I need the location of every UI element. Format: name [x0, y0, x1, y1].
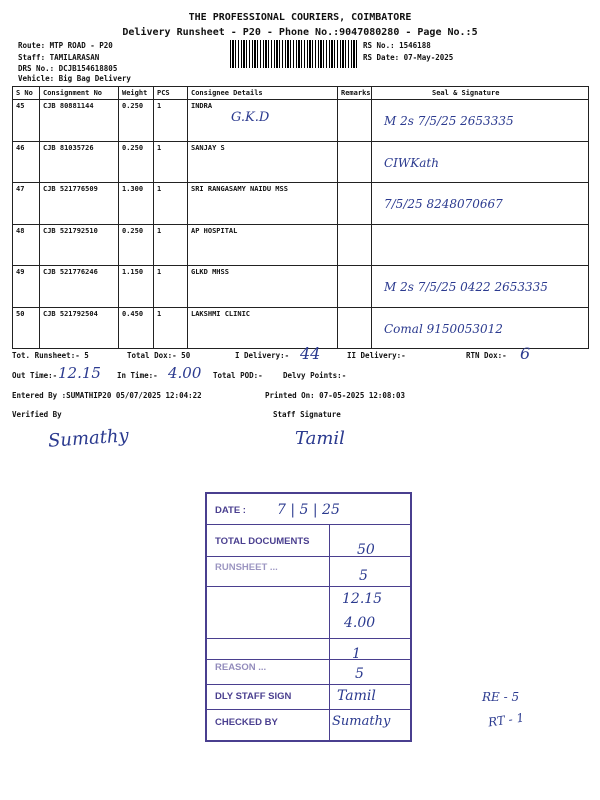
table-row [13, 307, 589, 349]
consignee-name: GLKD MHSS [191, 268, 229, 276]
rs-date-text: RS Date: 07-May-2025 [363, 53, 454, 62]
cell-remarks [338, 100, 372, 142]
table-row [13, 224, 589, 266]
cell-seal: M 2s 7/5/25 0422 2653335 [372, 266, 589, 308]
consignee-name: INDRA [191, 102, 213, 110]
stamp-checked-by-label: CHECKED BY [215, 717, 278, 728]
barcode [230, 40, 358, 68]
cell-consignment: CJB 521776246 [40, 266, 119, 308]
cell-sno: 46 [13, 141, 40, 183]
i-delivery-label: I Delivery:- [235, 351, 290, 360]
cell-sno: 45 [13, 100, 40, 142]
rs-no-text: RS No.: 1546188 [363, 41, 431, 50]
i-delivery-value: 44 [300, 344, 321, 363]
margin-note-rt: RT - 1 [487, 710, 525, 730]
stamp-dly-staff-value: Tamil [337, 688, 376, 704]
col-weight: Weight [119, 87, 154, 100]
cell-consignment: CJB 521792504 [40, 307, 119, 349]
cell-consignment: CJB 521792510 [40, 224, 119, 266]
consignee-name: AP HOSPITAL [191, 226, 238, 235]
stamp-row-divider [207, 524, 410, 525]
stamp-reason-label: REASON ... [215, 662, 267, 673]
table-row [13, 141, 589, 183]
total-dox: Total Dox:- 50 [127, 351, 191, 360]
consignee-name: SRI RANGASAMY NAIDU MSS [191, 185, 288, 193]
cell-sno: 47 [13, 183, 40, 225]
cell-consignee [188, 307, 338, 349]
out-time-value: 12.15 [58, 364, 101, 382]
stamp-row-divider [207, 709, 410, 710]
cell-weight: 0.250 [119, 141, 154, 183]
cell-consignment: CJB 521776509 [40, 183, 119, 225]
cell-pcs: 1 [154, 100, 188, 142]
in-time-label: In Time:- [117, 371, 158, 380]
cell-pcs: 1 [154, 183, 188, 225]
tot-runsheet: Tot. Runsheet:- 5 [12, 351, 89, 360]
drs-text: DRS No.: DCJB154618805 [18, 64, 118, 73]
col-seal: Seal & Signature [372, 87, 589, 100]
vehicle-text: Vehicle: Big Bag Delivery [18, 74, 131, 83]
stamp-time-out-value: 12.15 [342, 591, 383, 607]
col-consignment: Consignment No [40, 87, 119, 100]
cell-consignee [188, 224, 338, 266]
route-text: Route: MTP ROAD - P20 [18, 41, 113, 50]
col-sno: S No [13, 87, 40, 100]
col-consignee: Consignee Details [188, 87, 338, 100]
table-row [13, 100, 589, 142]
stamp-row-divider [207, 586, 410, 587]
rtn-dox-label: RTN Dox:- [466, 351, 507, 360]
cell-consignee [188, 183, 338, 225]
stamp-blank-value: 1 [352, 646, 361, 662]
stamp-dly-staff-label: DLY STAFF SIGN [215, 691, 292, 702]
stamp-date-label: DATE : [215, 505, 246, 516]
table-row [13, 266, 589, 308]
cell-pcs: 1 [154, 307, 188, 349]
stamp-total-documents-value: 50 [357, 542, 375, 558]
table-row [13, 183, 589, 225]
cell-remarks [338, 141, 372, 183]
cell-consignee [188, 141, 338, 183]
stamp-row-divider [207, 659, 410, 660]
runsheet-subtitle: Delivery Runsheet - P20 - Phone No.:9047080280 - Page No.:5 [122, 27, 478, 38]
printed-on: Printed On: 07-05-2025 12:08:03 [265, 391, 405, 400]
cell-pcs: 1 [154, 224, 188, 266]
cell-seal [372, 224, 589, 266]
staff-signature: Tamil [295, 428, 345, 449]
cell-seal: M 2s 7/5/25 2653335 [372, 100, 589, 142]
cell-consignment: CJB 81035726 [40, 141, 119, 183]
ii-delivery-label: II Delivery:- [347, 351, 406, 360]
entered-by: Entered By :SUMATHIP20 05/07/2025 12:04:22 [12, 391, 202, 400]
handwritten-note: G.K.D [231, 110, 270, 125]
stamp-total-documents-label: TOTAL DOCUMENTS [215, 536, 310, 547]
cell-consignee [188, 266, 338, 308]
cell-weight: 1.300 [119, 183, 154, 225]
staff-signature-label: Staff Signature [273, 410, 341, 419]
consignee-name: LAKSHMI CLINIC [191, 309, 251, 318]
cell-seal: CIWKath [372, 141, 589, 183]
cell-sno: 50 [13, 307, 40, 349]
margin-note-re: RE - 5 [482, 690, 520, 704]
cell-pcs: 1 [154, 141, 188, 183]
verified-by-label: Verified By [12, 410, 62, 419]
stamp-checked-by-value: Sumathy [332, 714, 391, 729]
cell-weight: 0.250 [119, 224, 154, 266]
cell-remarks [338, 183, 372, 225]
cell-remarks [338, 307, 372, 349]
in-time-value: 4.00 [168, 364, 202, 382]
cell-pcs: 1 [154, 266, 188, 308]
cell-remarks [338, 224, 372, 266]
cell-weight: 0.450 [119, 307, 154, 349]
verified-signature: Sumathy [47, 425, 130, 452]
runsheet-table [12, 86, 589, 349]
cell-weight: 1.150 [119, 266, 154, 308]
stamp-row-divider [207, 556, 410, 557]
total-pod-label: Total POD:- [213, 371, 263, 380]
cell-consignee [188, 100, 338, 142]
cell-remarks [338, 266, 372, 308]
company-title: THE PROFESSIONAL COURIERS, COIMBATORE [188, 12, 412, 23]
stamp-row-divider [207, 638, 410, 639]
col-pcs: PCS [154, 87, 188, 100]
out-time-label: Out Time:- [12, 371, 58, 380]
staff-text: Staff: TAMILARASAN [18, 53, 100, 62]
cell-weight: 0.250 [119, 100, 154, 142]
consignee-name: SANJAY S [191, 143, 225, 152]
cell-consignment: CJB 80881144 [40, 100, 119, 142]
cell-seal: Comal 9150053012 [372, 307, 589, 349]
stamp-runsheet-value: 5 [359, 568, 368, 584]
stamp-date-value: 7 | 5 | 25 [277, 502, 340, 518]
rtn-dox-value: 6 [520, 344, 531, 363]
stamp-reason-value: 5 [355, 666, 364, 682]
receipt-stamp [205, 492, 412, 742]
cell-sno: 49 [13, 266, 40, 308]
stamp-row-divider [207, 684, 410, 685]
delvy-points-label: Delvy Points:- [283, 371, 347, 380]
stamp-time-in-value: 4.00 [344, 615, 376, 631]
stamp-runsheet-label: RUNSHEET ... [215, 562, 278, 573]
col-remarks: Remarks [338, 87, 372, 100]
cell-seal: 7/5/25 8248070667 [372, 183, 589, 225]
table-header-row [13, 87, 589, 100]
cell-sno: 48 [13, 224, 40, 266]
